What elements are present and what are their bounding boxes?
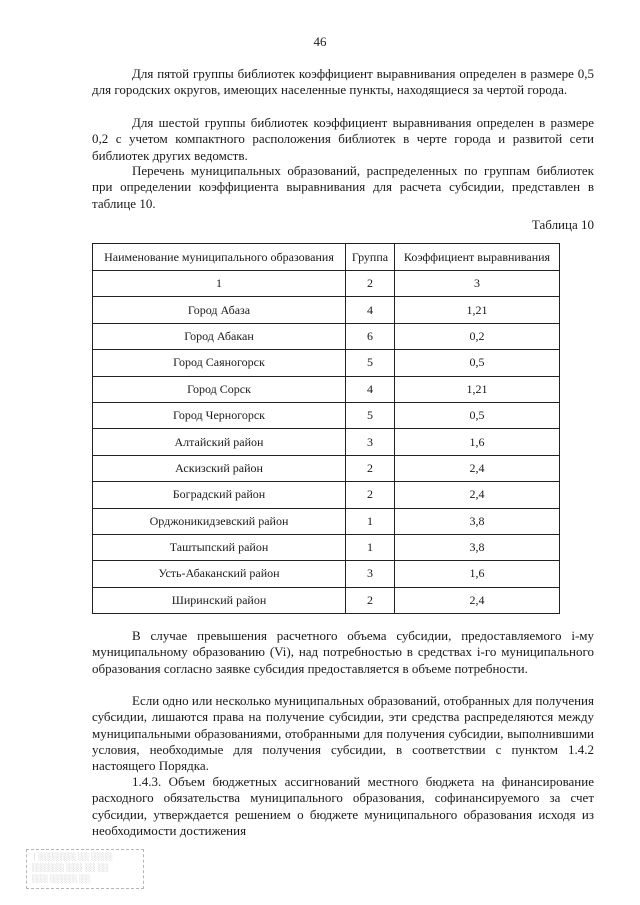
table-row [93,350,560,376]
table-row [93,297,560,323]
table-row [93,429,560,455]
cell-coefficient: 1,21 [395,376,560,402]
cell-coefficient: 1,6 [395,429,560,455]
paragraph-excess-subsidy: В случае превышения расчетного объема субсидии, предоставляемого i-му муниципальному образованию (Vi), над потребностью в средствах i-го муниципального образования согласно заявке субсидия предоставляется в объеме потребности. [92,628,594,676]
header-coefficient: Коэффициент выравнивания [395,244,560,271]
cell-municipality: Боградский район [93,482,346,508]
cell-group: 4 [346,376,395,402]
cell-municipality: Таштыпский район [93,534,346,560]
table-numbering-row [93,271,560,297]
cell-group: 1 [346,508,395,534]
cell-municipality: Алтайский район [93,429,346,455]
cell-municipality: Аскизский район [93,455,346,481]
cell-coefficient: 0,5 [395,350,560,376]
table-row [93,482,560,508]
cell-coefficient: 2,4 [395,482,560,508]
cell-coefficient: 2,4 [395,455,560,481]
table-cell: 1 [93,271,346,297]
table-row [93,508,560,534]
table-row [93,402,560,428]
table-header-row [93,244,560,271]
paragraph-list-intro: Перечень муниципальных образований, распределенных по группам библиотек при определении коэффициента выравнивания для расчета субсидии, представлен в таблице 10. [92,163,594,211]
cell-coefficient: 1,6 [395,561,560,587]
paragraph-fifth-group: Для пятой группы библиотек коэффициент выравнивания определен в размере 0,5 для городских округов, имеющих населенные пункты, находящиеся за чертой города. [92,66,594,98]
cell-coefficient: 3,8 [395,508,560,534]
table-row [93,561,560,587]
cell-group: 2 [346,455,395,481]
faded-stamp: ┊ ░░░░░░░ ░░ ░░░░ ░░░░░░ ░░░ ░░ ░░ ░░░ ░░░░░ ░░ [26,849,144,889]
cell-group: 3 [346,429,395,455]
cell-coefficient: 3,8 [395,534,560,560]
cell-group: 4 [346,297,395,323]
paragraph-1-4-3: 1.4.3. Объем бюджетных ассигнований местного бюджета на финансирование расходного обязательства муниципального образования, софинансируемого за счет субсидии, утверждается решением о бюджете муниципального образования исходя из необходимости достижения [92,774,594,838]
cell-group: 5 [346,350,395,376]
cell-group: 2 [346,587,395,613]
cell-municipality: Город Саяногорск [93,350,346,376]
cell-group: 5 [346,402,395,428]
paragraph-sixth-group: Для шестой группы библиотек коэффициент выравнивания определен в размере 0,2 с учетом компактного расположения библиотек в черте города и развитой сети библиотек других ведомств. [92,115,594,163]
cell-coefficient: 2,4 [395,587,560,613]
header-name: Наименование муниципального образования [93,244,346,271]
cell-municipality: Город Сорск [93,376,346,402]
cell-municipality: Усть-Абаканский район [93,561,346,587]
cell-group: 1 [346,534,395,560]
table-row [93,376,560,402]
table-cell: 3 [395,271,560,297]
cell-coefficient: 0,5 [395,402,560,428]
paragraph-redistribution: Если одно или несколько муниципальных образований, отобранных для получения субсидии, лишаются права на получение субсидии, эти средства распределяются между муниципальными образованиями, отобранными для получения субсидии, выполнившими условия, необходимые для получения субсидии, в соответствии с пунктом 1.4.2 настоящего Порядка. [92,693,594,774]
page-number: 46 [313,34,327,49]
table-row [93,534,560,560]
header-group: Группа [346,244,395,271]
cell-group: 2 [346,482,395,508]
table-caption: Таблица 10 [531,217,594,232]
table-row [93,587,560,613]
cell-coefficient: 0,2 [395,323,560,349]
coefficient-table [92,243,560,614]
cell-municipality: Город Абаза [93,297,346,323]
table-row [93,455,560,481]
cell-coefficient: 1,21 [395,297,560,323]
cell-municipality: Орджоникидзевский район [93,508,346,534]
cell-municipality: Город Черногорск [93,402,346,428]
cell-group: 6 [346,323,395,349]
cell-group: 3 [346,561,395,587]
table-row [93,323,560,349]
cell-municipality: Город Абакан [93,323,346,349]
table-cell: 2 [346,271,395,297]
cell-municipality: Ширинский район [93,587,346,613]
